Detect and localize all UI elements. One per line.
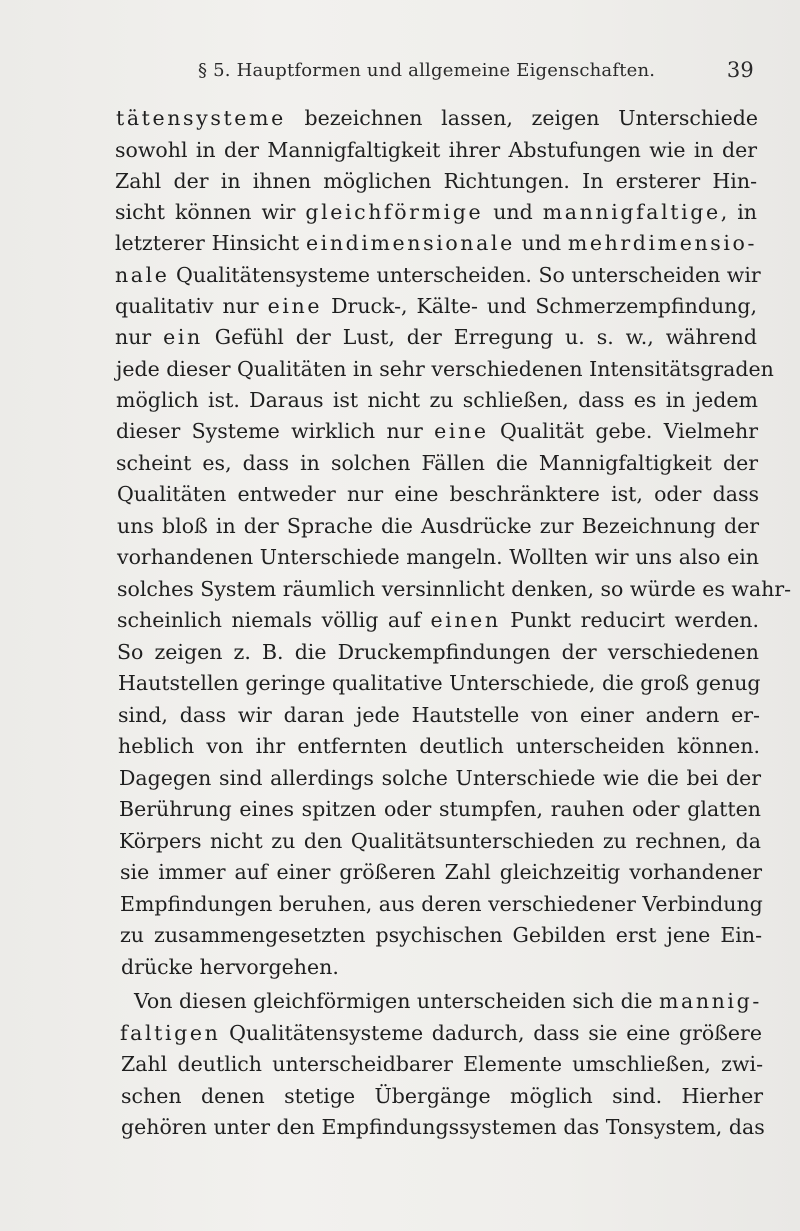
text-line: Von diesen gleichförmigen unterscheiden sich die mannig- [134, 989, 762, 1013]
text-line: dieser Systeme wirklich nur eine Qualität gebe. Vielmehr [116, 419, 758, 443]
running-title: § 5. Hauptformen und allgemeine Eigenschaften. [198, 60, 656, 81]
text-line: scheint es, dass in solchen Fällen die Mannigfaltigkeit der [116, 451, 758, 475]
text-line: Zahl deutlich unterscheidbarer Elemente umschließen, zwi- [121, 1052, 763, 1076]
text-line: faltigen Qualitätensysteme dadurch, dass sie eine größere [120, 1021, 762, 1045]
text-line: Empfindungen beruhen, aus deren verschiedener Verbindung [120, 892, 763, 916]
text-line: Dagegen sind allerdings solche Unterschiede wie die bei der [119, 766, 761, 790]
page-number: 39 [726, 58, 754, 82]
text-line: sind, dass wir daran jede Hautstelle von einer andern er- [118, 703, 760, 727]
text-line: sie immer auf einer größeren Zahl gleichzeitig vorhandener [120, 860, 762, 884]
text-line: solches System räumlich versinnlicht denken, so würde es wahr- [117, 577, 792, 601]
text-line: nur ein Gefühl der Lust, der Erregung u. s. w., während [115, 325, 757, 349]
page-header [198, 58, 758, 88]
text-line: qualitativ nur eine Druck-, Kälte- und Schmerzempfindung, [115, 294, 758, 318]
text-line: Zahl der in ihnen möglichen Richtungen. In ersterer Hin- [115, 169, 757, 193]
text-line: So zeigen z. B. die Druckempfindungen der verschiedenen [117, 640, 759, 664]
text-line: sicht können wir gleichförmige und mannigfaltige, in [115, 200, 757, 224]
text-line: sowohl in der Mannigfaltigkeit ihrer Abstufungen wie in der [115, 138, 757, 162]
text-line: möglich ist. Daraus ist nicht zu schließen, dass es in jedem [116, 388, 758, 412]
text-line: Hautstellen geringe qualitative Unterschiede, die groß genug [118, 671, 761, 695]
text-line: zu zusammengesetzten psychischen Gebilden erst jene Ein- [120, 923, 762, 947]
text-line: uns bloß in der Sprache die Ausdrücke zur Bezeichnung der [117, 514, 759, 538]
text-line: tätensysteme bezeichnen lassen, zeigen Unterschiede [116, 106, 758, 130]
text-line: drücke hervorgehen. [121, 955, 339, 979]
text-line: letzterer Hinsicht eindimensionale und mehrdimensio- [115, 231, 757, 255]
text-line: scheinlich niemals völlig auf einen Punkt reducirt werden. [117, 608, 759, 632]
text-line: jede dieser Qualitäten in sehr verschiedenen Intensitätsgraden [116, 357, 774, 381]
text-line: Berührung eines spitzen oder stumpfen, rauhen oder glatten [119, 797, 761, 821]
text-line: Körpers nicht zu den Qualitätsunterschieden zu rechnen, da [119, 829, 761, 853]
text-line: Qualitäten entweder nur eine beschränktere ist, oder dass [117, 482, 759, 506]
text-line: schen denen stetige Übergänge möglich sind. Hierher [121, 1084, 763, 1108]
text-line: gehören unter den Empfindungssystemen das Tonsystem, das [121, 1115, 765, 1139]
text-line: heblich von ihr entfernten deutlich unterscheiden können. [118, 734, 760, 758]
text-line: nale Qualitätensysteme unterscheiden. So unterscheiden wir [115, 263, 761, 287]
text-line: vorhandenen Unterschiede mangeln. Wollten wir uns also ein [117, 545, 759, 569]
